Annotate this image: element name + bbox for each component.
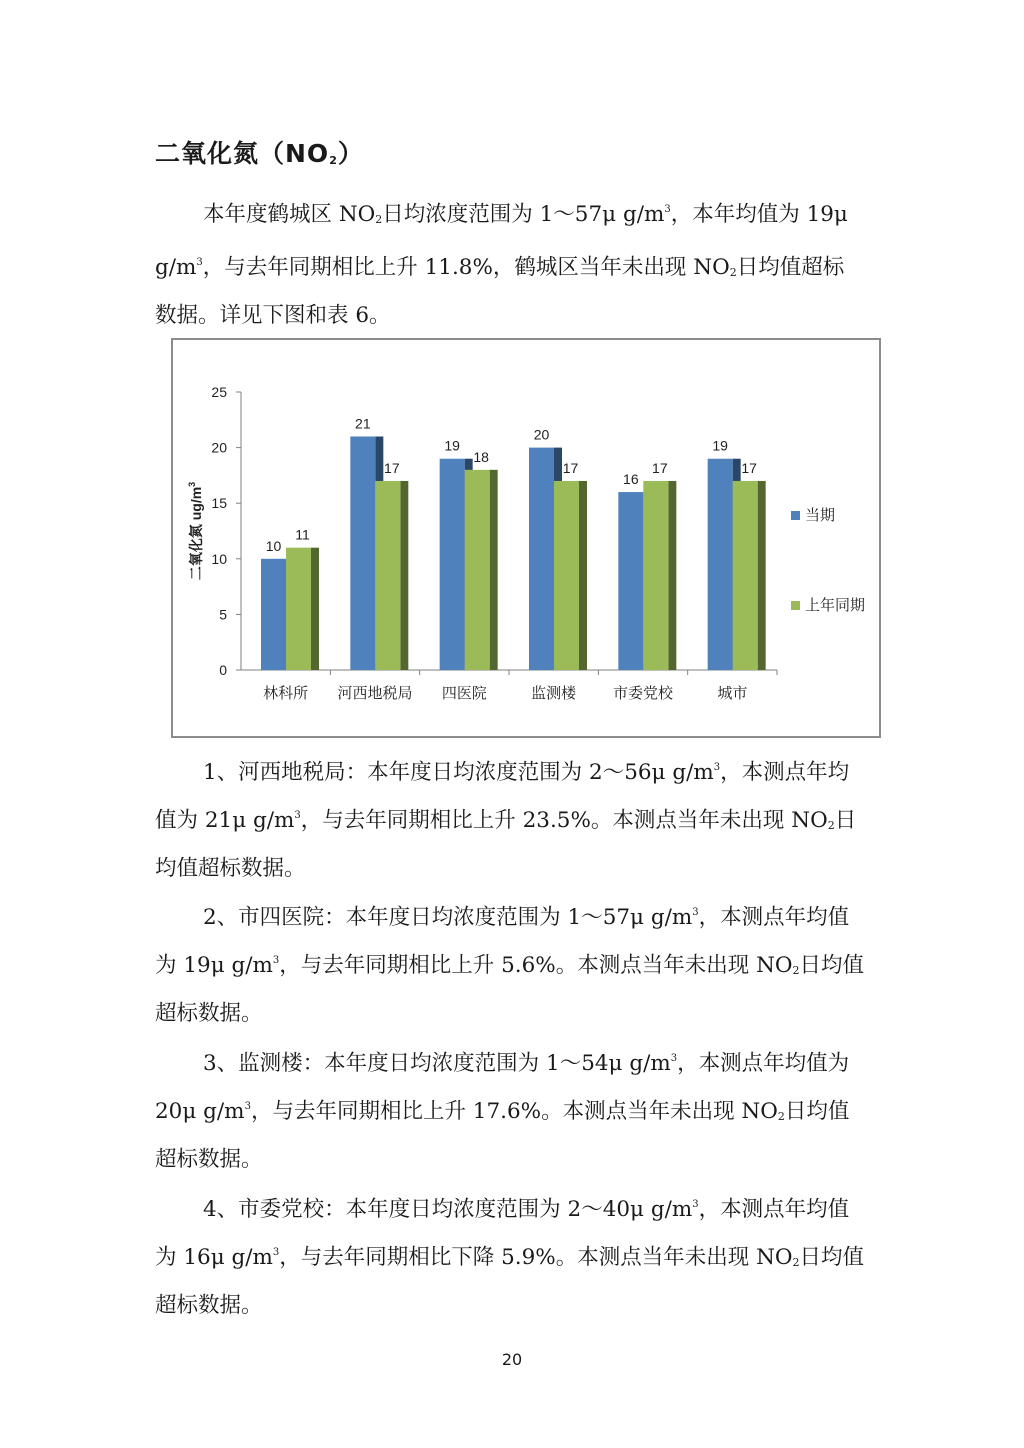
y-tick-label: 15 bbox=[211, 495, 227, 512]
section-hexi: 1、河西地税局：本年度日均浓度范围为 2～56μ $g/m^3$，本测点年均值为 21μ $g/m^3$，与去年同期相比上升 23.5%。本测点当年未出现 NO2日均值超标数据。 bbox=[155, 760, 857, 881]
bar-current bbox=[708, 459, 733, 670]
x-tick-label: 市委党校 bbox=[612, 685, 674, 702]
data-label: 17 bbox=[562, 459, 579, 476]
data-label: 10 bbox=[265, 537, 282, 554]
data-label: 17 bbox=[741, 459, 757, 476]
data-label: 18 bbox=[473, 448, 489, 465]
bar-prior bbox=[465, 470, 490, 670]
x-tick-label: 城市 bbox=[717, 685, 748, 702]
data-label: 17 bbox=[384, 459, 400, 476]
bar-current bbox=[529, 448, 554, 670]
bar-current bbox=[261, 559, 286, 670]
section-siyiyuan: 2、市四医院：本年度日均浓度范围为 1～57μ $g/m^3$，本测点年均值为 19μ $g/m^3$，与去年同期相比上升 5.6%。本测点当年未出现 NO2日均值超标数据。 bbox=[155, 905, 865, 1026]
bar-current bbox=[350, 436, 375, 670]
data-label: 17 bbox=[652, 459, 668, 476]
data-label: 11 bbox=[295, 526, 310, 543]
data-label: 19 bbox=[444, 437, 460, 454]
bar-side-prior bbox=[579, 481, 587, 670]
bar-prior bbox=[733, 481, 758, 670]
bar-side-prior bbox=[490, 470, 498, 670]
bar-side-prior bbox=[400, 481, 408, 670]
data-label: 20 bbox=[533, 426, 550, 443]
y-tick-label: 5 bbox=[219, 606, 227, 623]
y-axis-title: 二氧化氮 $ug/m^3$ bbox=[187, 481, 204, 581]
legend-swatch bbox=[791, 511, 800, 520]
bar-prior bbox=[554, 481, 579, 670]
x-tick-label: 林科所 bbox=[263, 685, 309, 702]
bar-current bbox=[440, 459, 465, 670]
y-tick-label: 10 bbox=[211, 550, 227, 567]
data-label: 19 bbox=[712, 437, 728, 454]
data-label: 16 bbox=[623, 471, 639, 488]
no2-bar-chart bbox=[171, 338, 881, 738]
y-tick-label: 25 bbox=[211, 384, 227, 400]
x-tick-label: 四医院 bbox=[441, 685, 487, 702]
legend-label: 当期 bbox=[805, 507, 836, 524]
x-tick-label: 河西地税局 bbox=[337, 685, 413, 702]
y-tick-label: 0 bbox=[219, 662, 227, 678]
bar-side-prior bbox=[311, 548, 319, 670]
section-heading: 二氧化氮（NO2） bbox=[155, 139, 364, 168]
bar-side-prior bbox=[758, 481, 766, 670]
data-label: 21 bbox=[355, 415, 371, 432]
chart-canvas bbox=[173, 340, 879, 736]
bar-current bbox=[618, 492, 643, 670]
section-shiwei-dangxiao: 4、市委党校：本年度日均浓度范围为 2～40μ $g/m^3$，本测点年均值为 16μ $g/m^3$，与去年同期相比下降 5.9%。本测点当年未出现 NO2日均值超标数据。 bbox=[155, 1197, 865, 1318]
bar-prior bbox=[643, 481, 668, 670]
legend-label: 上年同期 bbox=[805, 597, 866, 614]
y-tick-label: 20 bbox=[211, 439, 227, 456]
bar-prior bbox=[286, 548, 311, 670]
x-tick-label: 监测楼 bbox=[531, 685, 577, 702]
legend-swatch bbox=[791, 601, 800, 610]
bar-side-prior bbox=[668, 481, 676, 670]
intro-paragraph: 本年度鹤城区 NO2日均浓度范围为 1～57μ $g/m^3$，本年均值为 19μ $g/m^3$，与去年同期相比上升 11.8%，鹤城区当年未出现 NO2日均值超标数据。详见下图和表 6。 bbox=[155, 202, 848, 328]
section-jiancelou: 3、监测楼：本年度日均浓度范围为 1～54μ $g/m^3$，本测点年均值为 20μ $g/m^3$，与去年同期相比上升 17.6%。本测点当年未出现 NO2日均值超标数据。 bbox=[155, 1051, 850, 1172]
bar-prior bbox=[375, 481, 400, 670]
page-number: 20 bbox=[501, 1350, 523, 1369]
